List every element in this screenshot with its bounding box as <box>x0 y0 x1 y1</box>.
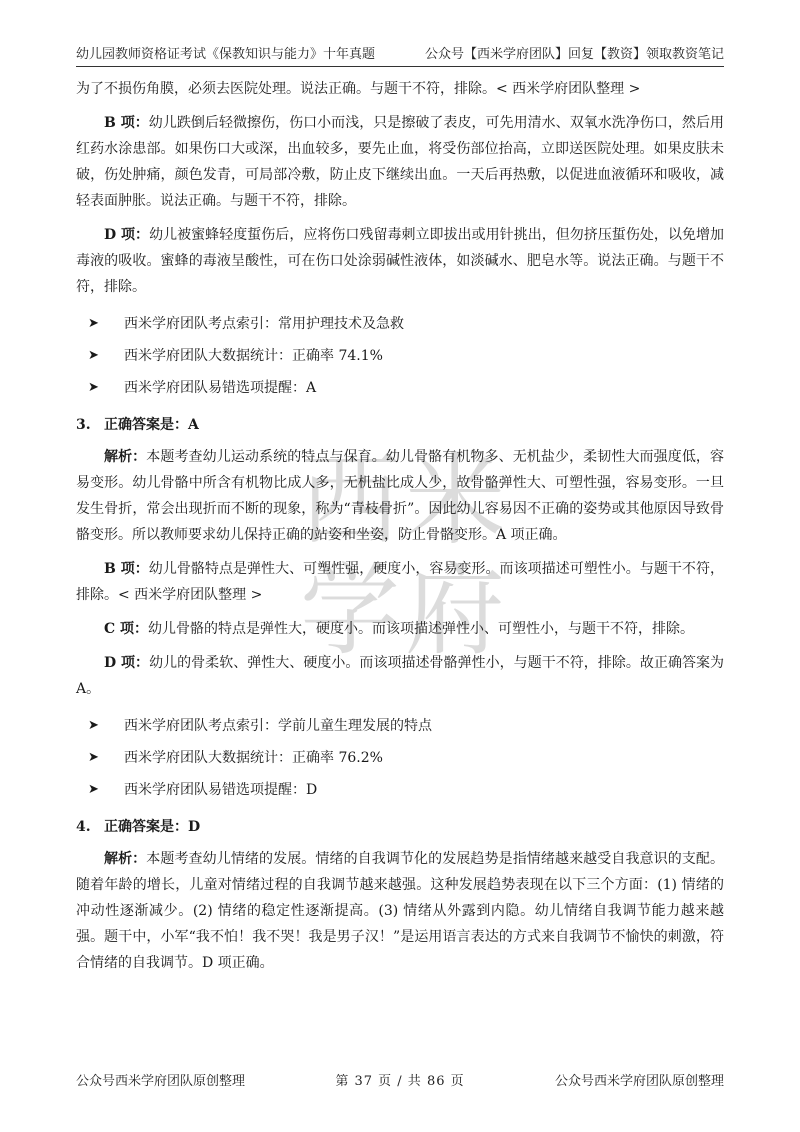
analysis-text: 本题考查幼儿运动系统的特点与保育。幼儿骨骼有机物多、无机盐少，柔韧性大而强度低，容易变形。幼儿骨骼中所含有机物比成人多，无机盐比成人少，故骨骼弹性大、可塑性强，容易变形。一旦发生骨折，常会出现折而不断的现象，称为“青枝骨折”。因此幼儿容易因不正确的姿势或其他原因导致骨骼变形。所以教师要求幼儿保持正确的站姿和坐姿，防止骨骼变形。A 项正确。 <box>76 449 724 543</box>
analysis-paragraph <box>76 444 724 548</box>
arrow-bullet-icon: ➤ <box>88 380 99 395</box>
bullet-text: 西米学府团队易错选项提醒：A <box>124 380 317 396</box>
option-label: B 项： <box>104 115 149 131</box>
analysis-label: 解析： <box>104 449 147 465</box>
option-text: 幼儿被蜜蜂轻度蜇伤后，应将伤口残留毒刺立即拔出或用针挑出，但勿挤压蜇伤处，以免增加毒液的吸收。蜜蜂的毒液呈酸性，可在伤口处涂弱碱性液体，如淡碱水、肥皂水等。说法正确。与题干不符，排除。 <box>76 227 725 295</box>
bullet-item <box>76 308 724 340</box>
answer-heading <box>76 814 724 840</box>
answer-heading <box>76 412 724 438</box>
answer-text: 正确答案是：A <box>104 417 199 433</box>
option-label: B 项： <box>104 561 149 577</box>
option-text: 幼儿跌倒后轻微擦伤，伤口小而浅，只是擦破了表皮，可先用清水、双氧水洗净伤口，然后用红药水涂患部。如果伤口大或深，出血较多，要先止血，将受伤部位抬高，立即送医院处理。如果皮肤未破，伤处肿痛，颜色发青，可局部冷敷，防止皮下继续出血。一天后再热敷，以促进血液循环和吸收，减轻表面肿胀。说法正确。与题干不符，排除。 <box>76 115 724 209</box>
header-promo: 公众号【西米学府团队】回复【教资】领取教资笔记 <box>424 47 724 62</box>
option-label: D 项： <box>104 227 150 243</box>
arrow-bullet-icon: ➤ <box>88 750 99 765</box>
bullet-text: 西米学府团队易错选项提醒：D <box>124 782 318 798</box>
option-c-paragraph <box>76 616 724 642</box>
page-header <box>76 38 724 62</box>
answer-text: 正确答案是：D <box>104 819 201 835</box>
option-text: 幼儿骨骼的特点是弹性大，硬度小。而该项描述弹性小、可塑性小，与题干不符，排除。 <box>148 621 695 637</box>
bullet-item <box>76 742 724 774</box>
option-label: C 项： <box>104 621 149 637</box>
paragraph-text: 为了不损伤角膜，必须去医院处理。说法正确。与题干不符，排除。< 西米学府团队整理 > <box>76 81 641 97</box>
option-b-paragraph <box>76 556 724 608</box>
bullet-list <box>76 710 724 806</box>
watermark-char-mi: 米 <box>405 442 505 559</box>
bullet-text: 西米学府团队考点索引：学前儿童生理发展的特点 <box>124 718 432 734</box>
header-divider <box>76 66 724 67</box>
analysis-label: 解析： <box>104 851 147 867</box>
bullet-item <box>76 710 724 742</box>
paragraph-continued <box>76 76 724 102</box>
option-text: 幼儿骨骼特点是弹性大、可塑性强，硬度小，容易变形。而该项描述可塑性小。与题干不符，排除。< 西米学府团队整理 > <box>76 561 724 603</box>
footer-right: 公众号西米学府团队原创整理 <box>554 1074 724 1089</box>
question-number: 3. <box>76 417 91 433</box>
bullet-item <box>76 774 724 806</box>
option-d-paragraph <box>76 650 724 702</box>
option-b-paragraph <box>76 110 724 214</box>
bullet-item <box>76 372 724 404</box>
arrow-bullet-icon: ➤ <box>88 782 99 797</box>
arrow-bullet-icon: ➤ <box>88 316 99 331</box>
option-label: D 项： <box>104 655 150 671</box>
bullet-list <box>76 308 724 404</box>
arrow-bullet-icon: ➤ <box>88 348 99 363</box>
bullet-text: 西米学府团队考点索引：常用护理技术及急救 <box>124 316 404 332</box>
header-title: 幼儿园教师资格证考试《保教知识与能力》十年真题 <box>76 47 376 62</box>
arrow-bullet-icon: ➤ <box>88 718 99 733</box>
option-d-paragraph <box>76 222 724 300</box>
bullet-text: 西米学府团队大数据统计：正确率 76.2% <box>124 750 383 766</box>
bullet-item <box>76 340 724 372</box>
analysis-paragraph <box>76 846 724 976</box>
page-footer <box>76 1070 724 1089</box>
footer-left: 公众号西米学府团队原创整理 <box>76 1074 246 1089</box>
option-text: 幼儿的骨柔软、弹性大、硬度小。而该项描述骨骼弹性小，与题干不符，排除。故正确答案为 A。 <box>76 655 725 697</box>
watermark-char-xue: 学 <box>300 552 400 669</box>
page-number: 第 37 页 / 共 86 页 <box>335 1074 465 1089</box>
watermark-char-xi: 西 <box>300 442 400 559</box>
analysis-text: 本题考查幼儿情绪的发展。情绪的自我调节化的发展趋势是指情绪越来越受自我意识的支配。随着年龄的增长，儿童对情绪过程的自我调节越来越强。这种发展趋势表现在以下三个方面：(1) 情绪的冲动性逐渐减少。(2) 情绪的稳定性逐渐提高。(3) 情绪从外露到内隐。幼儿情绪自我调节能力越来越强。题干中，小军“我不怕！我不哭！我是男子汉！”是运用语言表达的方式来自我调节不愉快的刺激，符合情绪的自我调节。D 项正确。 <box>76 851 724 971</box>
main-content <box>76 76 724 984</box>
bullet-text: 西米学府团队大数据统计：正确率 74.1% <box>124 348 383 364</box>
watermark-char-fu: 府 <box>405 552 505 669</box>
question-number: 4. <box>76 819 91 835</box>
